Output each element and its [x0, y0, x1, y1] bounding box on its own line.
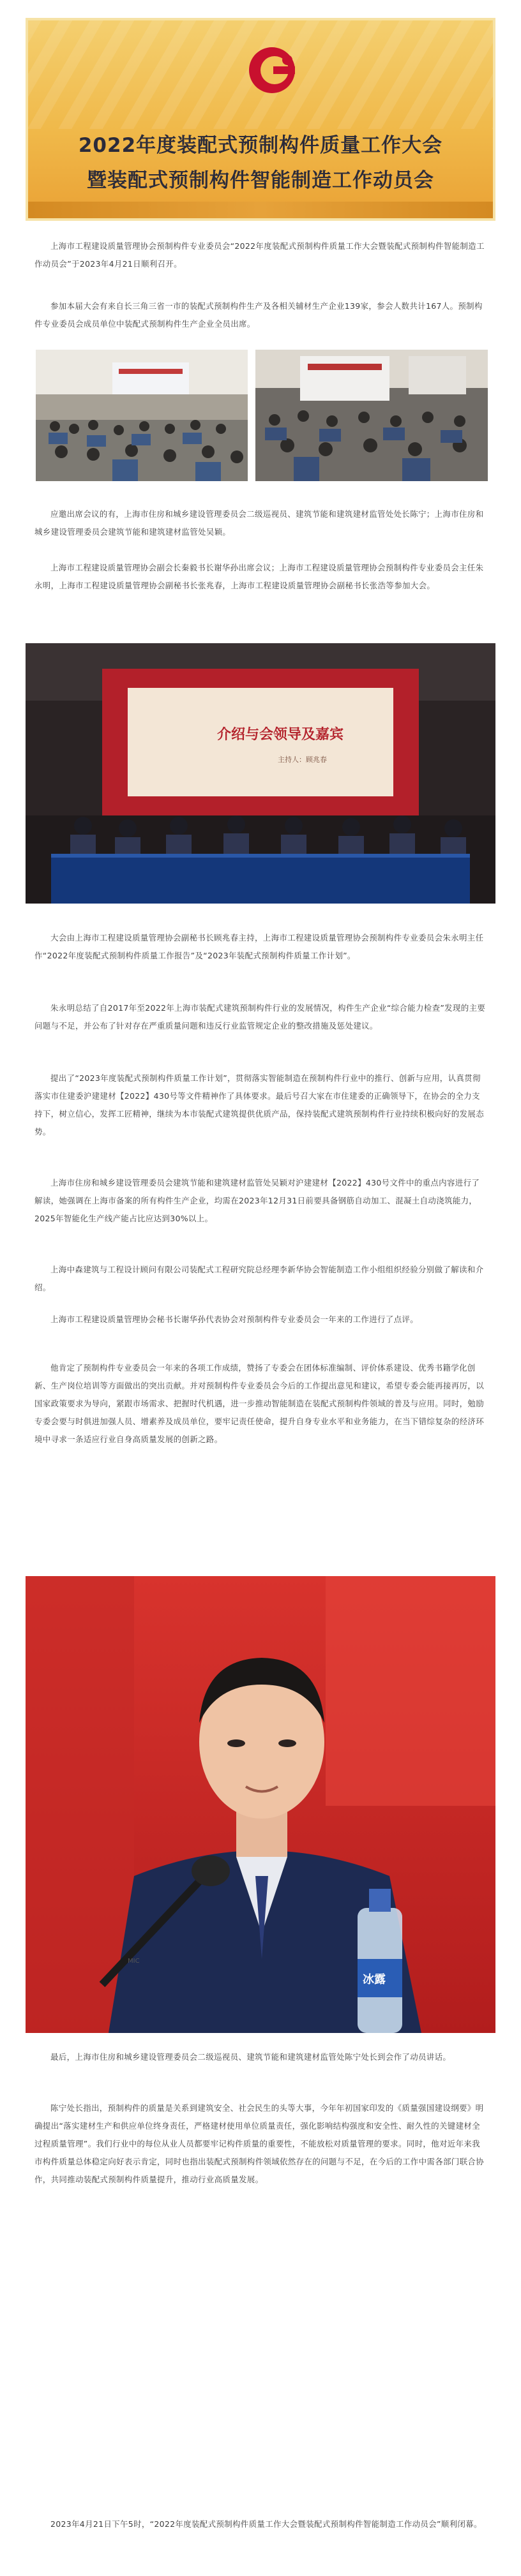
speaker-photo: [26, 1576, 495, 2033]
paragraph-review: 上海市工程建设质量管理协会秘书长谢华孙代表协会对预制构件专业委员会一年来的工作进行了点评。: [50, 1314, 419, 1324]
banner-bottom-bar: [28, 202, 493, 218]
paragraph-experience: 上海中森建筑与工程设计顾问有限公司装配式工程研究院总经理李新华协会智能制造工作小组组织经验分别做了解读和介绍。: [34, 1265, 484, 1292]
association-logo-icon: [245, 43, 299, 97]
paragraph-association-leaders: 上海市工程建设质量管理协会副会长秦毅书长谢华孙出席会议；上海市工程建设质量管理协会预制构件专业委员会主任朱永明，上海市工程建设质量管理协会副秘书长张兆春，上海市工程建设质量管理协会副秘书长张浩等参加大会。: [34, 563, 484, 590]
paragraph-summary: 朱永明总结了自2017年至2022年上海市装配式建筑预制构件行业的发展情况，构件生产企业“综合能力检查”发现的主要问题与不足，并公布了针对存在严重质量问题和违反行业监管规定企业的整改措施及惩处建议。: [34, 1003, 486, 1031]
meeting-hall-photo-left: [36, 350, 248, 481]
paragraph-guests: 应邀出席会议的有，上海市住房和城乡建设管理委员会二级巡视员、建筑节能和建筑建材监管处处长陈宁；上海市住房和城乡建设管理委员会建筑节能和建筑建材监管处吴颖。: [34, 509, 484, 537]
stage-host-text: 主持人：顾兆春: [278, 756, 327, 764]
meeting-hall-photo-right: [255, 350, 488, 481]
header-banner: [26, 18, 495, 221]
paragraph-opening: 上海市工程建设质量管理协会预制构件专业委员会“2022年度装配式预制构件质量工作大会暨装配式预制构件智能制造工作动员会”于2023年4月21日顺利召开。: [34, 241, 485, 269]
paragraph-affirmation: 他肯定了预制构件专业委员会一年来的各项工作成绩，赞扬了专委会在团体标准编制、评价体系建设、优秀书籍学化创新、生产岗位培训等方面做出的突出贡献。并对预制构件专业委员会今后的工作提出意见和建议，希望专委会能再接再厉，以国家政策要求为导向，紧跟市场需求、把握时代机遇，进一步推动智能制造在装配式预制构件领域的普及与应用。同时，勉励专委会要与时俱进加强人员、增素养及成员单位，要牢记责任使命，提升自身专业水平和业务能力，在当下错综复杂的经济环境中寻求一条适应行业自身高质量发展的创新之路。: [34, 1363, 485, 1444]
paragraph-speech: 陈宁处长指出，预制构件的质量是关系到建筑安全、社会民生的头等大事，今年年初国家印发的《质量强国建设纲要》明确提出“落实建材生产和供应单位终身责任，严格建材使用单位质量责任，强化影响结构强度和安全性、耐久性的关键建材全过程质量管理”。我们行业中的每位从业人员都要牢记构件质量的重要性，不能放松对质量管理的要求。同时，他对近年来我市构件质量总体稳定向好表示肯定，同时也指出装配式预制构件领域依然存在的问题与不足，在今后的工作中需各部门联合协作，共同推动装配式预制构件质量提升，推动行业高质量发展。: [34, 2103, 485, 2184]
paragraph-report: 大会由上海市工程建设质量管理协会副秘书长顾兆春主持，上海市工程建设质量管理协会预制构件专业委员会朱永明主任作“2022年度装配式预制构件质量工作报告”及“2023年装配式预制构件质量工作计划”。: [34, 933, 484, 960]
banner-title-line1: 2022年度装配式预制构件质量工作大会: [78, 134, 443, 157]
paragraph-attendance: 参加本届大会有来自长三角三省一市的装配式预制构件生产及各相关辅材生产企业139家，参会人数共计167人。预制构件专业委员会成员单位中装配式预制构件生产企业全员出席。: [34, 301, 483, 329]
speaker-mic-label: MIC: [128, 1958, 140, 1965]
paragraph-closing: 2023年4月21日下午5时，“2022年度装配式预制构件质量工作大会暨装配式预制构件智能制造工作动员会”顺利闭幕。: [50, 2519, 482, 2529]
stage-banner-text: 介绍与会领导及嘉宾: [217, 727, 344, 743]
banner-title-line2: 暨装配式预制构件智能制造工作动员会: [87, 169, 434, 192]
water-bottle-label: 冰露: [363, 1973, 386, 1986]
stage-photo: [26, 643, 495, 904]
paragraph-policy: 上海市住房和城乡建设管理委员会建筑节能和建筑建材监管处吴颖对沪建建材【2022】430号文件中的重点内容进行了解读，她强调在上海市备案的所有构件生产企业，均需在2023年12月31日前要具备钢筋自动加工、混凝土自动浇筑能力，2025年智能化生产线产能占比应达到30%以上。: [34, 1178, 480, 1223]
paragraph-plan: 提出了“2023年度装配式预制构件质量工作计划”，贯彻落实智能制造在预制构件行业中的推行、创新与应用，认真贯彻落实市住建委沪建建材【2022】430号等文件精神作了具体要求。最后号召大家在市住建委的正确领导下，在协会的全力支持下，树立信心，发挥工匠精神，继续为本市装配式建筑提供优质产品，保持装配式建筑预制构件行业持续积极向好的发展态势。: [34, 1073, 485, 1136]
paragraph-mobilization: 最后，上海市住房和城乡建设管理委员会二级巡视员、建筑节能和建筑建材监管处陈宁处长到会作了动员讲话。: [50, 2052, 451, 2062]
